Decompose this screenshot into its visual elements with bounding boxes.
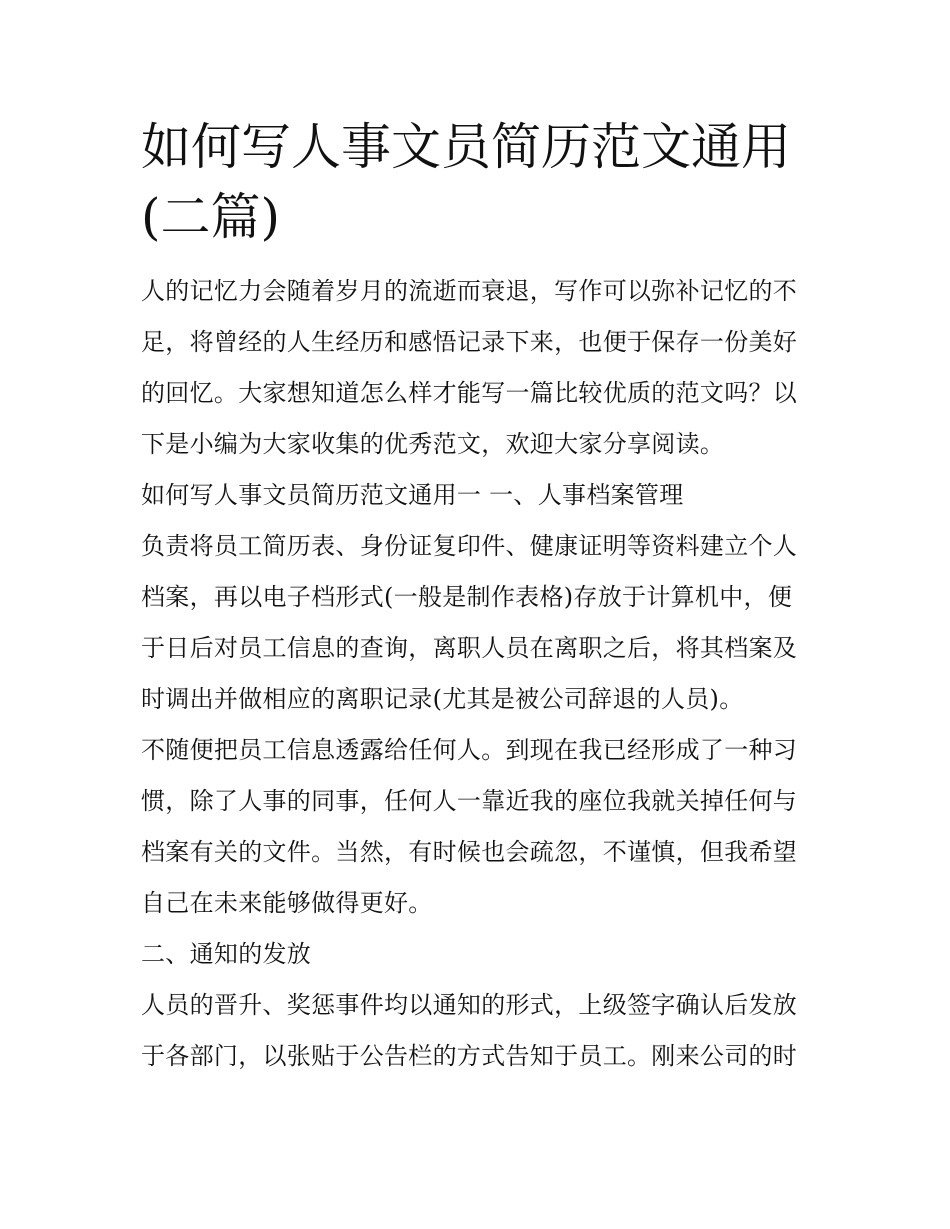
paragraph-confidentiality: 不随便把员工信息透露给任何人。到现在我已经形成了一种习惯，除了人事的同事，任何人一靠近我的座位我就关掉任何与档案有关的文件。当然，有时候也会疏忽，不谨慎，但我希望自己在未来能够做得更好。	[141, 736, 798, 917]
paragraph-section-heading-1: 如何写人事文员简历范文通用一 一、人事档案管理	[141, 481, 684, 509]
paragraph-intro: 人的记忆力会随着岁月的流逝而衰退，写作可以弥补记忆的不足，将曾经的人生经历和感悟记录下来，也便于保存一份美好的回忆。大家想知道怎么样才能写一篇比较优质的范文吗？以下是小编为大家收集的优秀范文，欢迎大家分享阅读。	[141, 277, 798, 458]
document-body	[141, 266, 813, 1082]
paragraph-archive-management: 负责将员工简历表、身份证复印件、健康证明等资料建立个人档案，再以电子档形式(一般是制作表格)存放于计算机中，便于日后对员工信息的查询，离职人员在离职之后，将其档案及时调出并做相应的离职记录(尤其是被公司辞退的人员)。	[141, 532, 798, 713]
paragraph-notice-distribution: 人员的晋升、奖惩事件均以通知的形式，上级签字确认后发放于各部门，以张贴于公告栏的方式告知于员工。刚来公司的时	[141, 991, 798, 1070]
document-title: 如何写人事文员简历范文通用(二篇)	[141, 118, 791, 246]
document-content	[141, 112, 813, 1082]
paragraph-section-heading-2: 二、通知的发放	[141, 940, 312, 968]
